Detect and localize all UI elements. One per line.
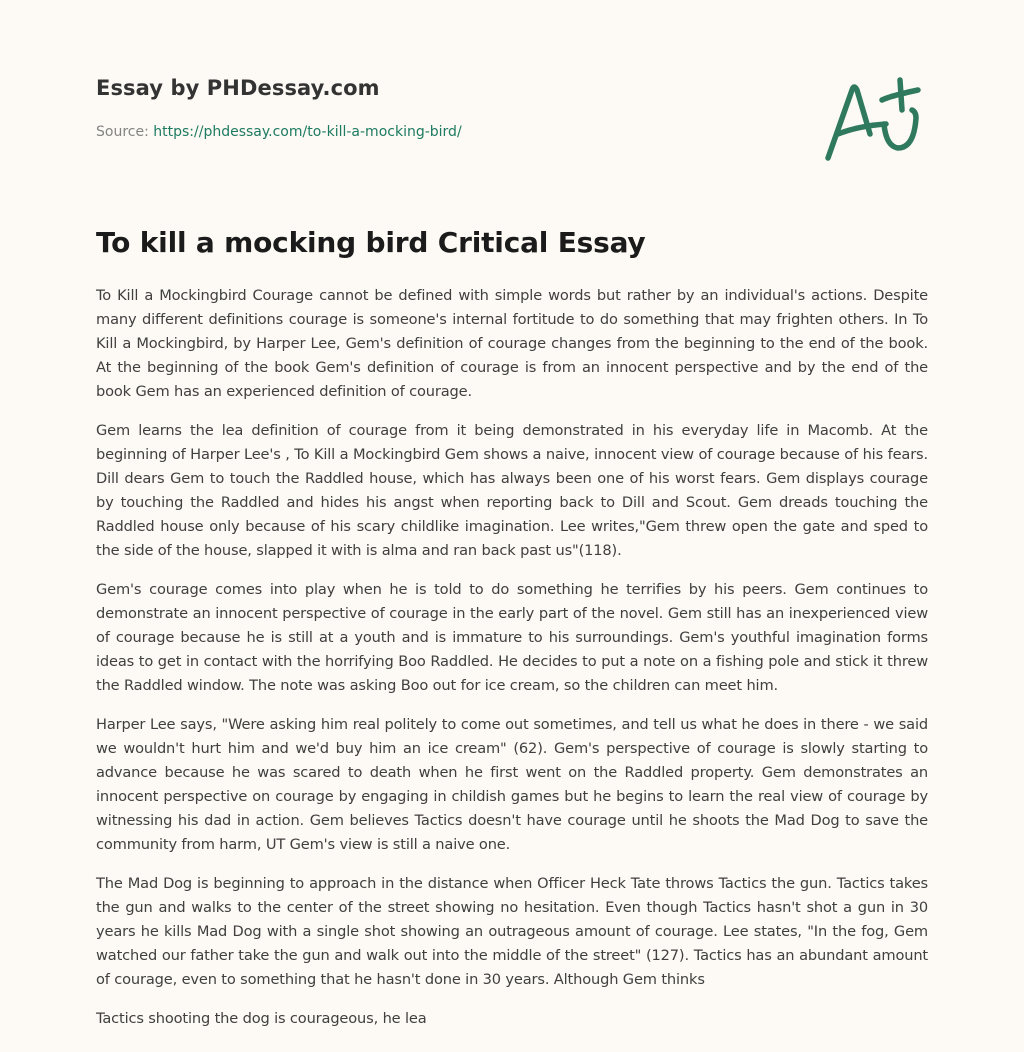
essay-paragraph: Gem learns the lea definition of courage from it being demonstrated in his everyday life in Macomb. At the beginning of Harper Lee's , To Kill a Mockingbird Gem shows a naive, innocent view of courage because of his fears. Dill dears Gem to touch the Raddled house, which has always been one of his worst fears. Gem displays courage by touching the Raddled and hides his angst when reporting back to Dill and Scout. Gem dreads touching the Raddled house only because of his scary childlike imagination. Lee writes,"Gem threw open the gate and sped to the side of the house, slapped it with is alma and ran back past us"(118). bbox=[96, 422, 928, 559]
page-header bbox=[96, 0, 928, 259]
essay-paragraph-truncated: Tactics shooting the dog is courageous, he lea bbox=[96, 1010, 427, 1027]
source-link[interactable]: https://phdessay.com/to-kill-a-mocking-bird/ bbox=[153, 124, 462, 140]
essay-title: To kill a mocking bird Critical Essay bbox=[96, 226, 646, 259]
site-title: Essay by PHDessay.com bbox=[96, 76, 380, 100]
a-plus-grade-icon bbox=[824, 66, 928, 164]
essay-page bbox=[96, 0, 928, 1027]
source-label: Source: bbox=[96, 124, 149, 140]
source-line bbox=[96, 124, 462, 140]
essay-paragraph: Gem's courage comes into play when he is told to do something he terrifies by his peers. Gem continues to demonstrate an innocent perspective of courage in the early part of the novel. Gem still has an inexperienced view of courage because he is still at a youth and is immature to his surroundings. Gem's youthful imagination forms ideas to get in contact with the horrifying Boo Raddled. He decides to put a note on a fishing pole and stick it threw the Raddled window. The note was asking Boo out for ice cream, so the children can meet him. bbox=[96, 581, 928, 694]
essay-paragraph: To Kill a Mockingbird Courage cannot be defined with simple words but rather by an individual's actions. Despite many different definitions courage is someone's internal fortitude to do something that may frighten others. In To Kill a Mockingbird, by Harper Lee, Gem's definition of courage changes from the beginning to the end of the book. At the beginning of the book Gem's definition of courage is from an innocent perspective and by the end of the book Gem has an experienced definition of courage. bbox=[96, 287, 928, 400]
essay-paragraph: Harper Lee says, "Were asking him real politely to come out sometimes, and tell us what he does in there - we said we wouldn't hurt him and we'd buy him an ice cream" (62). Gem's perspective of courage is slowly starting to advance because he was scared to death when he first went on the Raddled property. Gem demonstrates an innocent perspective on courage by engaging in childish games but he begins to learn the real view of courage by witnessing his dad in action. Gem believes Tactics doesn't have courage until he shoots the Mad Dog to save the community from harm, UT Gem's view is still a naive one. bbox=[96, 716, 928, 853]
essay-paragraph: The Mad Dog is beginning to approach in the distance when Officer Heck Tate throws Tactics the gun. Tactics takes the gun and walks to the center of the street showing no hesitation. Even though Tactics hasn't shot a gun in 30 years he kills Mad Dog with a single shot showing an outrageous amount of courage. Lee states, "In the fog, Gem watched our father take the gun and walk out into the middle of the street" (127). Tactics has an abundant amount of courage, even to something that he hasn't done in 30 years. Although Gem thinks bbox=[96, 875, 928, 988]
essay-body bbox=[96, 284, 928, 1046]
